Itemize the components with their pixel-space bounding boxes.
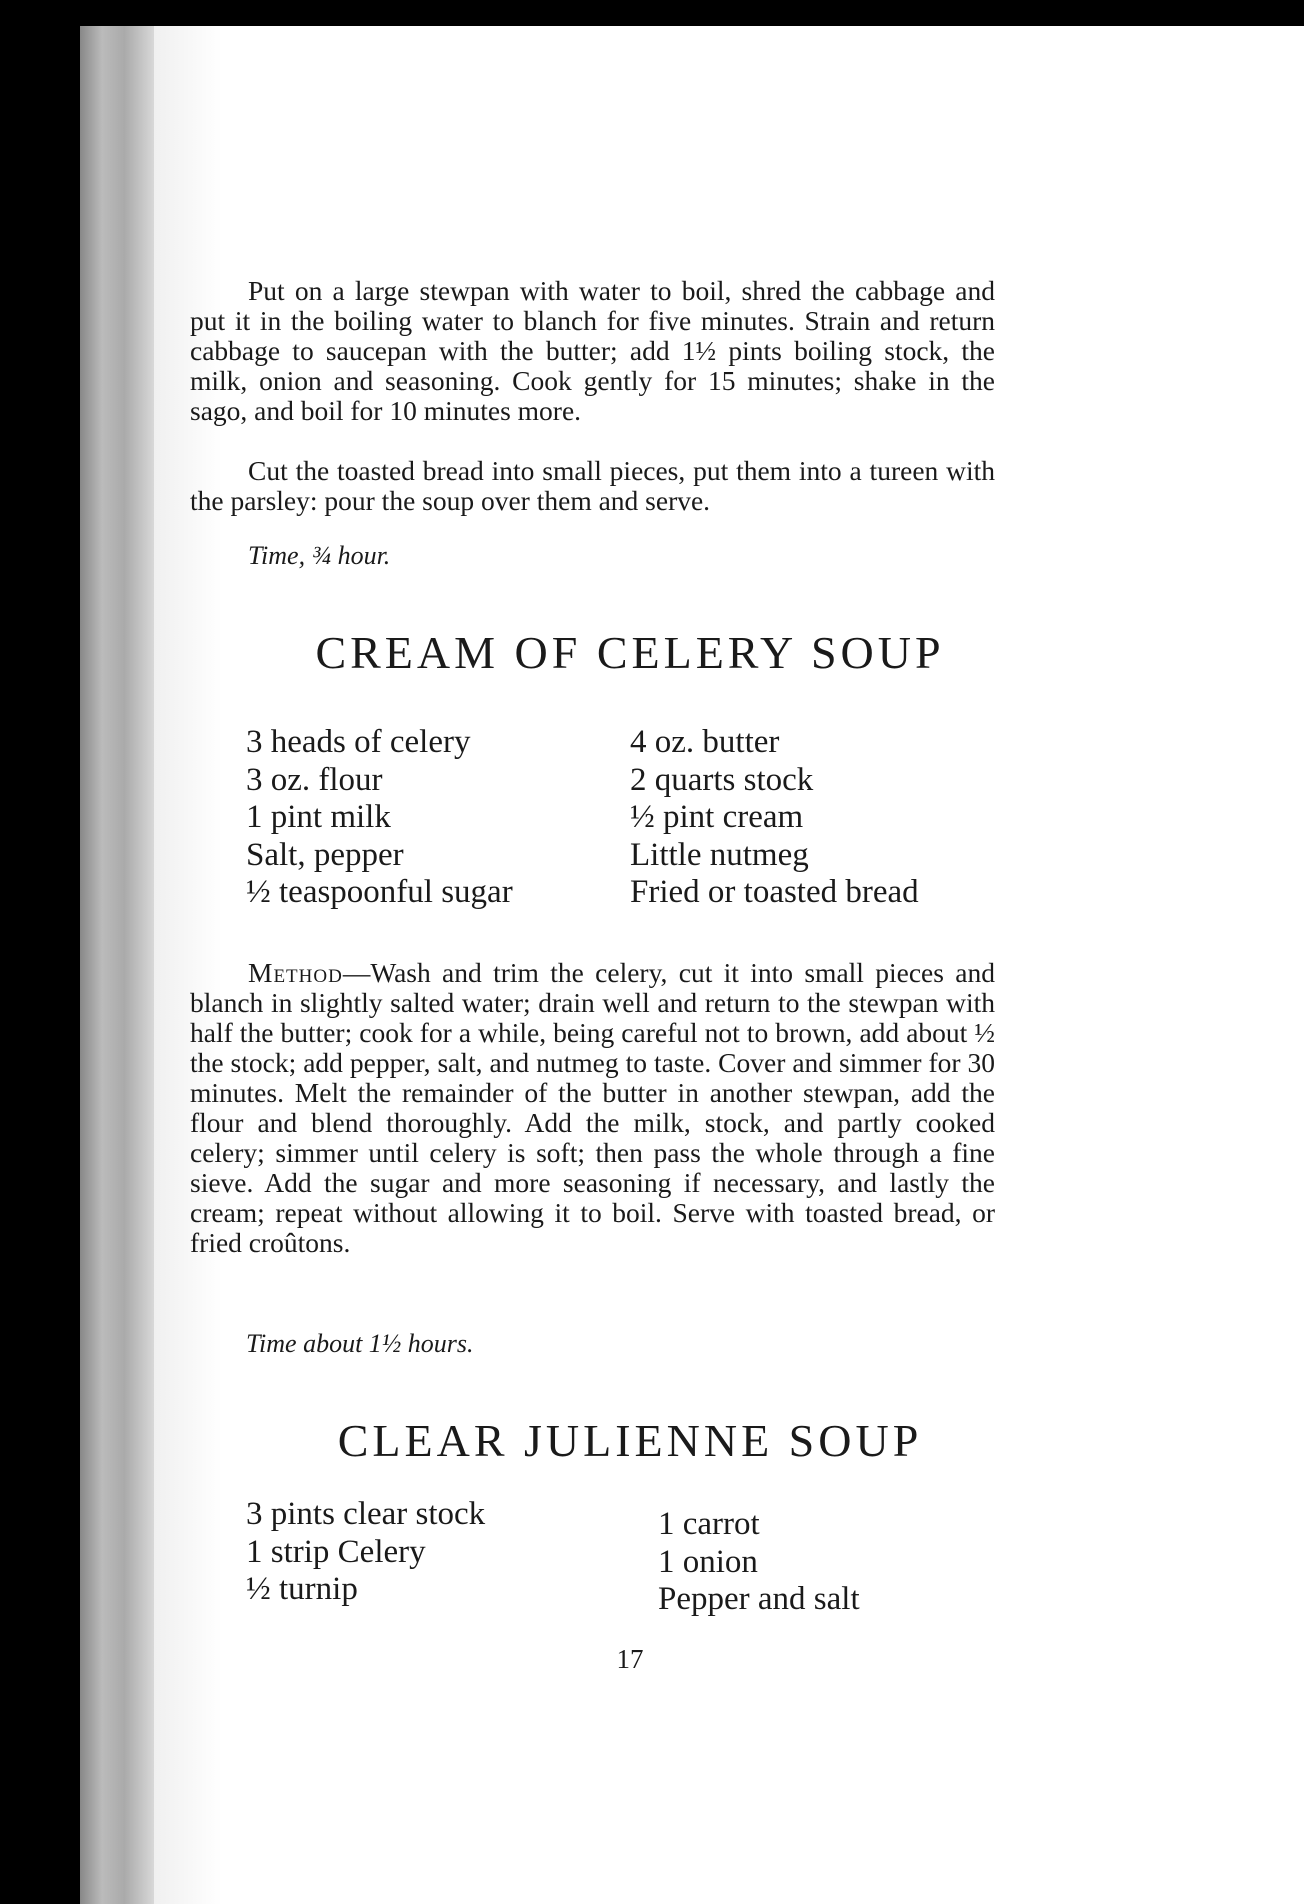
- ingredient: 3 heads of celery: [246, 724, 471, 760]
- ingredient: Salt, pepper: [246, 836, 404, 873]
- ingredient: 1 pint milk: [246, 799, 391, 835]
- method-label: Method: [248, 957, 343, 988]
- celery-ingredients-left: [246, 724, 513, 912]
- intro-paragraph-1: Put on a large stewpan with water to boil, shred the cabbage and put it in the boiling water to blanch for five minutes. Strain and return cabbage to saucepan with the butter; add 1½ pints boiling stock, the milk, onion and seasoning. Cook gently for 15 minutes; shake in the sago, and boil for 10 minutes more.: [190, 275, 995, 426]
- julienne-soup-title: CLEAR JULIENNE SOUP: [337, 1415, 923, 1466]
- ingredient: 3 oz. flour: [246, 761, 383, 798]
- ingredient: Pepper and salt: [658, 1581, 860, 1617]
- intro-time: Time, ¾ hour.: [248, 541, 391, 570]
- ingredient: 3 pints clear stock: [246, 1496, 486, 1532]
- ingredient: ½ teaspoonful sugar: [246, 874, 513, 910]
- ingredient: Little nutmeg: [630, 836, 809, 873]
- book-gutter: [80, 26, 154, 1904]
- celery-ingredients-right: [630, 724, 919, 912]
- ingredient: 1 strip Celery: [246, 1533, 426, 1570]
- ingredient: 4 oz. butter: [630, 724, 780, 760]
- page-content: [190, 26, 1070, 1904]
- intro-paragraph-2: Cut the toasted bread into small pieces, put them into a tureen with the parsley: pour the soup over them and serve.: [190, 455, 995, 516]
- julienne-ingredients-right: [658, 1506, 860, 1619]
- celery-method: [190, 958, 995, 1258]
- method-text: —Wash and trim the celery, cut it into small pieces and blanch in slightly salted water; drain well and return to the stewpan with half the butter; cook for a while, being careful not to brown, add about ½ the stock; add pepper, salt, and nutmeg to taste. Cover and simmer for 30 minutes. Melt the remainder of the butter in another stewpan, add the flour and blend thoroughly. Add the milk, stock, and partly cooked celery; simmer until celery is soft; then pass the whole through a fine sieve. Add the sugar and more seasoning if necessary, and lastly the cream; repeat without allowing it to boil. Serve with toasted bread, or fried croûtons.: [190, 957, 995, 1258]
- ingredient: 2 quarts stock: [630, 761, 814, 798]
- julienne-ingredients-left: [246, 1496, 485, 1609]
- page-number: 17: [616, 1644, 644, 1674]
- ingredient: 1 onion: [658, 1543, 758, 1580]
- ingredient: Fried or toasted bread: [630, 874, 919, 910]
- ingredient: 1 carrot: [658, 1506, 760, 1542]
- celery-soup-title: CREAM OF CELERY SOUP: [315, 627, 945, 678]
- ingredient: ½ pint cream: [630, 799, 804, 835]
- celery-time: Time about 1½ hours.: [246, 1329, 474, 1358]
- book-page: [80, 26, 1304, 1904]
- ingredient: ½ turnip: [246, 1571, 358, 1607]
